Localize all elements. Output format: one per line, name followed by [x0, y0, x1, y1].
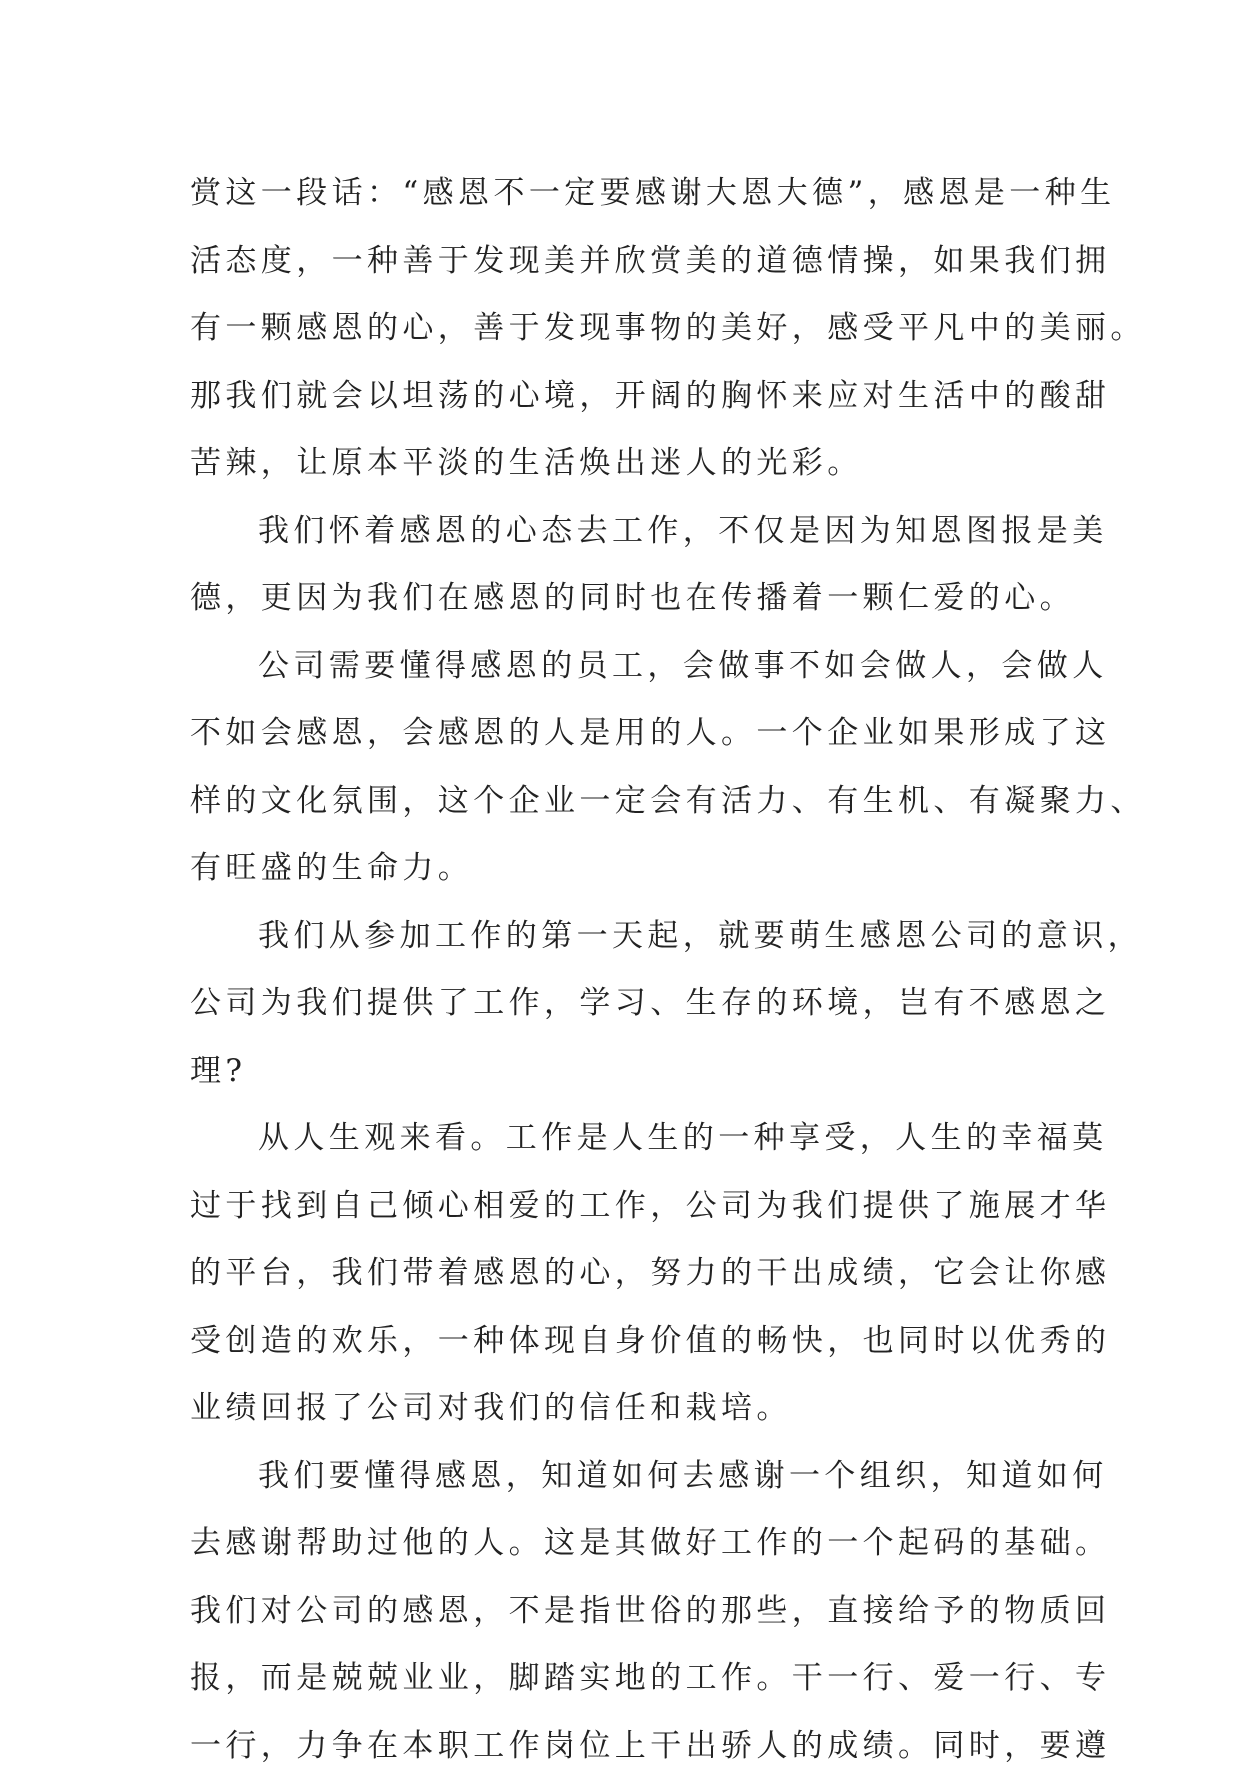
text-line: 去感谢帮助过他的人。这是其做好工作的一个起码的基础。 [190, 1510, 1070, 1578]
text-line: 我们对公司的感恩，不是指世俗的那些，直接给予的物质回 [190, 1578, 1070, 1646]
paragraph-first-line: 我们从参加工作的第一天起，就要萌生感恩公司的意识， [190, 903, 1070, 971]
text-line: 德，更因为我们在感恩的同时也在传播着一颗仁爱的心。 [190, 565, 1070, 633]
text-line: 报，而是兢兢业业，脚踏实地的工作。干一行、爱一行、专 [190, 1645, 1070, 1713]
text-line: 赏这一段话：“感恩不一定要感谢大恩大德”，感恩是一种生 [190, 160, 1070, 228]
text-line: 不如会感恩，会感恩的人是用的人。一个企业如果形成了这 [190, 700, 1070, 768]
text-line: 过于找到自己倾心相爱的工作，公司为我们提供了施展才华 [190, 1173, 1070, 1241]
paragraph-first-line: 我们怀着感恩的心态去工作，不仅是因为知恩图报是美 [190, 498, 1070, 566]
text-line: 业绩回报了公司对我们的信任和栽培。 [190, 1375, 1070, 1443]
text-line: 苦辣，让原本平淡的生活焕出迷人的光彩。 [190, 430, 1070, 498]
text-line: 活态度，一种善于发现美并欣赏美的道德情操，如果我们拥 [190, 228, 1070, 296]
paragraph-first-line: 从人生观来看。工作是人生的一种享受，人生的幸福莫 [190, 1105, 1070, 1173]
paragraph-first-line: 公司需要懂得感恩的员工，会做事不如会做人，会做人 [190, 633, 1070, 701]
text-line: 样的文化氛围，这个企业一定会有活力、有生机、有凝聚力、 [190, 768, 1070, 836]
text-line: 一行，力争在本职工作岗位上干出骄人的成绩。同时，要遵 [190, 1713, 1070, 1780]
text-line: 公司为我们提供了工作，学习、生存的环境，岂有不感恩之 [190, 970, 1070, 1038]
text-line: 理? [190, 1038, 1070, 1106]
text-line: 受创造的欢乐，一种体现自身价值的畅快，也同时以优秀的 [190, 1308, 1070, 1376]
text-line: 有一颗感恩的心，善于发现事物的美好，感受平凡中的美丽。 [190, 295, 1070, 363]
text-line: 有旺盛的生命力。 [190, 835, 1070, 903]
text-line: 的平台，我们带着感恩的心，努力的干出成绩，它会让你感 [190, 1240, 1070, 1308]
text-line: 那我们就会以坦荡的心境，开阔的胸怀来应对生活中的酸甜 [190, 363, 1070, 431]
document-body [190, 160, 1070, 1780]
paragraph-first-line: 我们要懂得感恩，知道如何去感谢一个组织，知道如何 [190, 1443, 1070, 1511]
